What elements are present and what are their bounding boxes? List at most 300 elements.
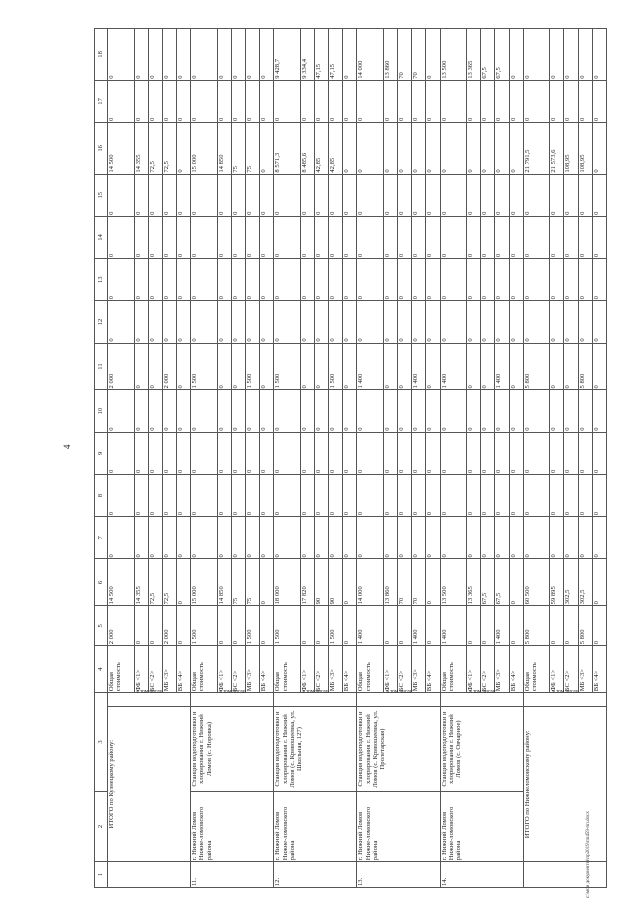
value-cell: 0 <box>315 174 329 216</box>
value-cell: 0 <box>315 259 329 301</box>
value-cell: 0 <box>191 216 218 258</box>
value-cell: 9 334,4 <box>300 29 314 81</box>
value-cell: 0 <box>260 559 274 606</box>
value-cell: 13 365 <box>467 559 481 606</box>
value-cell: 108,95 <box>578 123 592 175</box>
value-cell: 0 <box>509 301 523 343</box>
value-cell: 0 <box>191 474 218 516</box>
value-cell: 0 <box>231 216 245 258</box>
value-cell: 0 <box>550 390 564 432</box>
value-cell: 14 355 <box>134 559 148 606</box>
funding-source-label: БС <2> <box>564 646 578 693</box>
value-cell: 1 400 <box>495 606 509 646</box>
value-cell: 13 860 <box>384 29 398 81</box>
value-cell: 0 <box>412 216 426 258</box>
value-cell: 0 <box>357 123 384 175</box>
value-cell: 70 <box>398 29 412 81</box>
value-cell: 0 <box>343 301 357 343</box>
value-cell: 0 <box>177 80 191 122</box>
value-cell: 0 <box>357 80 384 122</box>
locality-cell: г. Нижний Ломов Нижне-ломовского района <box>274 791 357 861</box>
value-cell: 0 <box>177 390 191 432</box>
value-cell: 0 <box>426 301 440 343</box>
value-cell: 0 <box>329 301 343 343</box>
value-cell: 0 <box>177 606 191 646</box>
value-cell: 0 <box>343 559 357 606</box>
object-name-cell: Станция водоподготовки и хлорирования г. Нижний Ломов (с. Кривошеевка, ул. Пролетарская) <box>357 707 440 791</box>
row-number: 13. <box>357 862 440 888</box>
object-name-cell: Станция водоподготовки и хлорирования г. Нижний Ломов (с. Норовка) <box>191 707 274 791</box>
value-cell: 0 <box>231 390 245 432</box>
table-row <box>440 29 467 888</box>
value-cell: 0 <box>398 80 412 122</box>
value-cell: 0 <box>260 80 274 122</box>
vertical-label <box>108 688 191 707</box>
value-cell: 0 <box>564 301 578 343</box>
value-cell: 0 <box>260 517 274 559</box>
value-cell: 0 <box>550 606 564 646</box>
value-cell: 0 <box>246 29 260 81</box>
object-name-cell: Станция водоподготовки и хлорирования г. Нижний Ломов (с. Кривошеевка, ул. Школьная, 127) <box>274 707 357 791</box>
header-cell: 3 <box>95 693 108 792</box>
value-cell: 67,5 <box>481 29 495 81</box>
value-cell: 0 <box>300 517 314 559</box>
value-cell: 0 <box>217 517 231 559</box>
funding-source-label: МБ <3> <box>578 646 592 693</box>
value-cell: 0 <box>300 606 314 646</box>
value-cell: 0 <box>467 343 481 390</box>
value-cell: 5 800 <box>523 343 550 390</box>
value-cell: 0 <box>509 80 523 122</box>
value-cell: 0 <box>592 343 606 390</box>
funding-source-label: БС <2> <box>148 646 162 693</box>
value-cell: 0 <box>467 216 481 258</box>
value-cell: 0 <box>260 606 274 646</box>
value-cell: 0 <box>274 216 301 258</box>
value-cell: 0 <box>384 390 398 432</box>
vertical-label-text: в том числе: <box>385 688 414 695</box>
value-cell: 0 <box>426 216 440 258</box>
funding-source-label: МБ <3> <box>495 646 509 693</box>
value-cell: 0 <box>260 474 274 516</box>
value-cell: 0 <box>260 301 274 343</box>
value-cell: 0 <box>384 123 398 175</box>
header-row <box>95 29 108 888</box>
value-cell: 0 <box>343 123 357 175</box>
header-cell: 8 <box>95 474 108 516</box>
value-cell: 1 400 <box>495 343 509 390</box>
value-cell: 302,5 <box>578 559 592 606</box>
value-cell: 0 <box>134 517 148 559</box>
value-cell: 0 <box>509 606 523 646</box>
value-cell: 0 <box>440 123 467 175</box>
value-cell: 0 <box>398 343 412 390</box>
value-cell: 0 <box>274 517 301 559</box>
value-cell: 90 <box>329 559 343 606</box>
value-cell: 0 <box>357 259 384 301</box>
value-cell: 0 <box>162 29 176 81</box>
value-cell: 75 <box>231 559 245 606</box>
header-cell: 14 <box>95 216 108 258</box>
table-body <box>95 29 607 888</box>
value-cell: 0 <box>550 29 564 81</box>
value-cell: 0 <box>509 123 523 175</box>
value-cell: 0 <box>300 390 314 432</box>
value-cell: 0 <box>231 343 245 390</box>
value-cell: 0 <box>217 390 231 432</box>
object-name-cell: Станция водоподготовки и хлорирования г. Нижний Ломов (с. Овчарное) <box>440 707 523 791</box>
row-number: 12. <box>274 862 357 888</box>
value-cell: 0 <box>592 80 606 122</box>
value-cell: 0 <box>274 80 301 122</box>
value-cell: 0 <box>343 474 357 516</box>
value-cell: 0 <box>108 474 135 516</box>
value-cell: 0 <box>467 390 481 432</box>
value-cell: 1 400 <box>412 343 426 390</box>
funding-source-label: ВБ <4> <box>260 646 274 693</box>
value-cell: 0 <box>246 474 260 516</box>
header-cell: 15 <box>95 174 108 216</box>
funding-source-label: БС <2> <box>398 646 412 693</box>
value-cell: 0 <box>274 432 301 474</box>
value-cell: 0 <box>384 517 398 559</box>
value-cell: 0 <box>108 216 135 258</box>
value-cell: 0 <box>274 174 301 216</box>
value-cell: 0 <box>134 80 148 122</box>
value-cell: 0 <box>592 301 606 343</box>
value-cell: 0 <box>384 301 398 343</box>
vertical-label-text: в том числе: <box>302 688 330 695</box>
value-cell: 0 <box>246 259 260 301</box>
value-cell: 0 <box>246 216 260 258</box>
value-cell: 0 <box>217 432 231 474</box>
value-cell: 0 <box>440 474 467 516</box>
value-cell: 0 <box>162 432 176 474</box>
value-cell: 1 500 <box>274 343 301 390</box>
value-cell: 0 <box>191 29 218 81</box>
value-cell: 14 000 <box>357 29 384 81</box>
value-cell: 0 <box>315 606 329 646</box>
value-cell: 0 <box>108 80 135 122</box>
value-cell: 0 <box>246 301 260 343</box>
table-row <box>191 29 218 888</box>
value-cell: 0 <box>592 216 606 258</box>
value-cell: 0 <box>564 259 578 301</box>
value-cell: 0 <box>481 390 495 432</box>
value-cell: 0 <box>177 29 191 81</box>
value-cell: 0 <box>329 474 343 516</box>
value-cell: 0 <box>177 123 191 175</box>
value-cell: 0 <box>578 80 592 122</box>
value-cell: 75 <box>246 123 260 175</box>
value-cell: 0 <box>300 80 314 122</box>
value-cell: 0 <box>398 301 412 343</box>
value-cell: 1 500 <box>329 343 343 390</box>
value-cell: 0 <box>412 123 426 175</box>
value-cell: 1 500 <box>246 606 260 646</box>
value-cell: 0 <box>162 174 176 216</box>
value-cell: 0 <box>523 474 550 516</box>
value-cell: 0 <box>315 301 329 343</box>
value-cell: 0 <box>384 432 398 474</box>
value-cell: 47,15 <box>329 29 343 81</box>
value-cell: 0 <box>412 301 426 343</box>
value-cell: 0 <box>564 216 578 258</box>
value-cell: 0 <box>509 259 523 301</box>
value-cell: 0 <box>495 80 509 122</box>
value-cell: 0 <box>578 517 592 559</box>
value-cell: 0 <box>329 517 343 559</box>
value-cell: 0 <box>440 80 467 122</box>
value-cell: 1 400 <box>412 606 426 646</box>
value-cell: 0 <box>274 390 301 432</box>
value-cell: 0 <box>523 216 550 258</box>
value-cell: 0 <box>509 432 523 474</box>
value-cell: 0 <box>467 301 481 343</box>
value-cell: 2 000 <box>108 343 135 390</box>
value-cell: 0 <box>315 216 329 258</box>
value-cell: 0 <box>592 517 606 559</box>
value-cell: 14 500 <box>108 123 135 175</box>
value-cell: 42,85 <box>315 123 329 175</box>
value-cell: 0 <box>564 174 578 216</box>
value-cell: 14 355 <box>134 123 148 175</box>
value-cell: 0 <box>177 559 191 606</box>
value-cell: 0 <box>481 259 495 301</box>
value-cell: 0 <box>523 259 550 301</box>
header-cell: 1 <box>95 862 108 888</box>
value-cell: 0 <box>495 259 509 301</box>
value-cell: 0 <box>177 301 191 343</box>
value-cell: 0 <box>384 606 398 646</box>
value-cell: 0 <box>148 301 162 343</box>
value-cell: 0 <box>343 432 357 474</box>
vertical-label-text: в том числе: <box>469 688 497 695</box>
value-cell: 0 <box>343 343 357 390</box>
funding-source-label: Общая стоимость <box>108 646 135 693</box>
value-cell: 1 500 <box>191 606 218 646</box>
value-cell: 0 <box>384 174 398 216</box>
vertical-label <box>523 688 606 707</box>
value-cell: 0 <box>578 174 592 216</box>
group-total-title: ИТОГО по Нижнеломовскому району: <box>523 707 606 862</box>
value-cell: 0 <box>108 259 135 301</box>
value-cell: 0 <box>509 216 523 258</box>
value-cell: 15 000 <box>191 559 218 606</box>
value-cell: 0 <box>398 123 412 175</box>
row-number: 11. <box>191 862 274 888</box>
value-cell: 0 <box>440 301 467 343</box>
value-cell: 75 <box>246 559 260 606</box>
value-cell: 0 <box>578 432 592 474</box>
value-cell: 0 <box>550 259 564 301</box>
funding-source-label: ВБ <4> <box>592 646 606 693</box>
value-cell: 0 <box>509 29 523 81</box>
value-cell: 0 <box>191 517 218 559</box>
value-cell: 0 <box>148 80 162 122</box>
row-number: 14. <box>440 862 523 888</box>
value-cell: 0 <box>564 606 578 646</box>
value-cell: 0 <box>108 29 135 81</box>
value-cell: 0 <box>177 174 191 216</box>
value-cell: 0 <box>495 390 509 432</box>
value-cell: 0 <box>440 174 467 216</box>
value-cell: 0 <box>467 123 481 175</box>
value-cell: 0 <box>148 343 162 390</box>
value-cell: 60 500 <box>523 559 550 606</box>
value-cell: 0 <box>300 174 314 216</box>
funding-source-label: Общая стоимость <box>440 646 467 693</box>
value-cell: 0 <box>578 390 592 432</box>
value-cell: 72,5 <box>148 559 162 606</box>
value-cell: 0 <box>357 517 384 559</box>
value-cell: 0 <box>246 517 260 559</box>
value-cell: 0 <box>426 174 440 216</box>
row-number <box>523 862 606 888</box>
value-cell: 0 <box>384 474 398 516</box>
value-cell: 0 <box>148 517 162 559</box>
vertical-label <box>440 688 523 707</box>
value-cell: 0 <box>177 216 191 258</box>
value-cell: 0 <box>162 216 176 258</box>
value-cell: 0 <box>564 432 578 474</box>
value-cell: 0 <box>481 123 495 175</box>
value-cell: 0 <box>315 343 329 390</box>
value-cell: 5 800 <box>578 343 592 390</box>
value-cell: 0 <box>592 174 606 216</box>
value-cell: 0 <box>509 474 523 516</box>
value-cell: 0 <box>231 474 245 516</box>
value-cell: 0 <box>343 259 357 301</box>
value-cell: 14 850 <box>217 559 231 606</box>
value-cell: 0 <box>592 390 606 432</box>
funding-source-label: ФБ <1> <box>384 646 398 693</box>
value-cell: 0 <box>162 259 176 301</box>
value-cell: 0 <box>412 432 426 474</box>
value-cell: 0 <box>315 517 329 559</box>
value-cell: 0 <box>217 80 231 122</box>
header-cell: 2 <box>95 791 108 861</box>
value-cell: 0 <box>481 301 495 343</box>
value-cell: 0 <box>246 174 260 216</box>
value-cell: 2 000 <box>108 606 135 646</box>
budget-table-sheet <box>94 28 607 888</box>
value-cell: 0 <box>384 216 398 258</box>
value-cell: 15 000 <box>191 123 218 175</box>
page-number: 4 <box>62 444 72 449</box>
value-cell: 0 <box>495 432 509 474</box>
value-cell: 0 <box>300 216 314 258</box>
header-cell: 10 <box>95 390 108 432</box>
value-cell: 0 <box>148 606 162 646</box>
value-cell: 0 <box>134 606 148 646</box>
value-cell: 0 <box>564 517 578 559</box>
value-cell: 0 <box>260 259 274 301</box>
value-cell: 8 485,6 <box>300 123 314 175</box>
value-cell: 0 <box>191 259 218 301</box>
funding-source-label: Общая стоимость <box>274 646 301 693</box>
value-cell: 0 <box>329 80 343 122</box>
value-cell: 0 <box>426 259 440 301</box>
value-cell: 59 895 <box>550 559 564 606</box>
value-cell: 0 <box>523 29 550 81</box>
value-cell: 18 000 <box>274 559 301 606</box>
value-cell: 0 <box>398 474 412 516</box>
value-cell: 0 <box>481 174 495 216</box>
vertical-label <box>274 688 357 707</box>
locality-cell: г. Нижний Ломов Нижне-ломовского района <box>440 791 523 861</box>
value-cell: 0 <box>440 259 467 301</box>
header-cell: 6 <box>95 559 108 606</box>
value-cell: 0 <box>343 174 357 216</box>
value-cell: 0 <box>495 123 509 175</box>
value-cell: 0 <box>481 517 495 559</box>
header-cell: 11 <box>95 343 108 390</box>
value-cell: 0 <box>177 432 191 474</box>
value-cell: 0 <box>440 517 467 559</box>
funding-source-label: ФБ <1> <box>550 646 564 693</box>
value-cell: 0 <box>357 390 384 432</box>
value-cell: 0 <box>162 301 176 343</box>
value-cell: 0 <box>343 390 357 432</box>
value-cell: 0 <box>108 517 135 559</box>
value-cell: 0 <box>191 390 218 432</box>
value-cell: 0 <box>467 80 481 122</box>
vertical-label-text: в том числе: <box>219 688 247 695</box>
value-cell: 0 <box>467 606 481 646</box>
value-cell: 0 <box>523 390 550 432</box>
value-cell: 0 <box>148 259 162 301</box>
value-cell: 0 <box>564 29 578 81</box>
value-cell: 0 <box>134 474 148 516</box>
value-cell: 0 <box>481 80 495 122</box>
funding-source-label: МБ <3> <box>412 646 426 693</box>
value-cell: 0 <box>217 343 231 390</box>
value-cell: 0 <box>426 80 440 122</box>
value-cell: 0 <box>246 432 260 474</box>
value-cell: 14 500 <box>108 559 135 606</box>
value-cell: 0 <box>108 390 135 432</box>
value-cell: 0 <box>495 216 509 258</box>
value-cell: 0 <box>412 174 426 216</box>
value-cell: 0 <box>412 259 426 301</box>
value-cell: 0 <box>134 174 148 216</box>
value-cell: 0 <box>481 216 495 258</box>
funding-source-label: БС <2> <box>315 646 329 693</box>
header-cell: 17 <box>95 80 108 122</box>
value-cell: 0 <box>274 259 301 301</box>
value-cell: 1 500 <box>329 606 343 646</box>
funding-source-label: ФБ <1> <box>134 646 148 693</box>
value-cell: 0 <box>217 301 231 343</box>
value-cell: 0 <box>467 259 481 301</box>
value-cell: 13 500 <box>440 29 467 81</box>
value-cell: 0 <box>231 432 245 474</box>
value-cell: 21 573,6 <box>550 123 564 175</box>
value-cell: 0 <box>191 301 218 343</box>
value-cell: 0 <box>246 390 260 432</box>
value-cell: 0 <box>550 216 564 258</box>
value-cell: 0 <box>177 517 191 559</box>
header-cell: 9 <box>95 432 108 474</box>
value-cell: 0 <box>162 517 176 559</box>
value-cell: 0 <box>440 216 467 258</box>
value-cell: 0 <box>260 123 274 175</box>
value-cell: 0 <box>260 390 274 432</box>
value-cell: 0 <box>231 174 245 216</box>
value-cell: 9 428,7 <box>274 29 301 81</box>
value-cell: 0 <box>564 343 578 390</box>
